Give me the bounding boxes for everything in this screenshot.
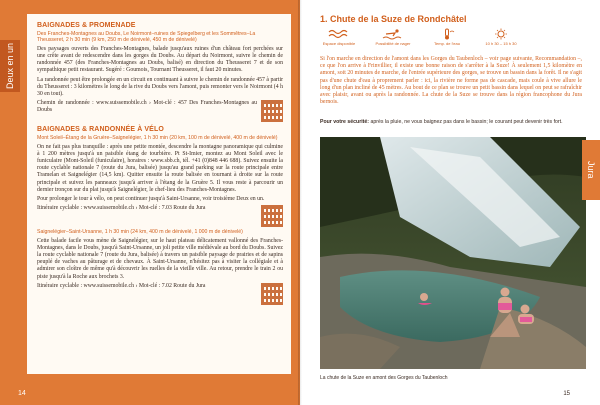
photo-caption: La chute de la Suze en amont des Gorges du Taubenloch <box>320 375 448 381</box>
intro-paragraph: Si l'on marche en direction de l'amont dans les Gorges du Taubenloch – voir page suivante, Recommandation –, ce que l'on arrive à Frinvillier, il existe une bonne raison de s'arrêter à la Suze! À seulement 1,5 kilomètre en amont, soit 20 minutes de marche, de l'entrée supérieure des gorges, se trouve un bassin dans la forêt. Il ne s'agit pas d'une chute d'eau à proprement parler : ici, la rivière ne forme pas de cascade, mais coule à vive allure le long d'un plan incliné de 45 mètres. Au bout de ce plan se trouve un petit bassin dans lequel on peut se rafraîchir avec plaisir, avant ou après la randonnée. La chute de la Suze se trouve dans la région francophone du Jura bernois. <box>320 56 582 106</box>
paragraph: Des paysages ouverts des Franches-Montagnes, balade jusqu'aux ruines d'un château fort perchées sur une crête avant de redescendre dans les gorges du Doubs. Au départ du Noirmont, suivre le chemin de randonnée 457 (des Franches-Montagnes au Doubs, balisé) en direction du Theusseret 7 et de son sympathique petit restaurant. Sugéré : Goumois, Tournant Theusseret, il faut 20 minutes. <box>37 45 283 74</box>
route-line: Saignelégier–Saint-Ursanne, 1 h 30 min (24 km, 400 m de dénivelé, 1 000 m de dénivelé) <box>37 229 243 236</box>
icon-caption: Temp. de l'eau <box>434 41 460 46</box>
paragraph: Cette balade facile vous mène de Saignelégier, sur le haut plateau délicatement vallonné des Franches-Montagnes, dans le Doubs, jusqu'à Saint-Ursanne, un joli petite ville médiévale au bord du Doubs. Suivez la route cyclable nationale 7 (route du Jura, balisée) à travers un paisible paysage de prairies et de sapins peuplé de vaches au pâturage et de chevaux. À Saint-Ursanne, n'hésitez pas à visiter la collégiale et à admirer son cloître de même qu'à découvrir les ruelles de la vieille ville. Au retour, prendre le train 2 ou piste jusqu'à la Roche aux brochets 3. <box>37 237 283 280</box>
qr-code-icon <box>261 283 283 305</box>
right-page <box>300 0 600 405</box>
qr-code-icon <box>261 205 283 227</box>
route-line: Des Franches-Montagnes au Doubs, Le Noirmont–ruines de Spiegelberg et les Sommêtres–La Theusseret, 2 h 30 min (9 km, 250 m de dénivelé, 450 m de dénivelé) <box>37 31 256 44</box>
waves-icon <box>328 28 350 40</box>
icon-caption: 10 h 30 – 15 h 30 <box>485 41 517 46</box>
cycling-link[interactable]: Itinéraire cyclable : www.suissemobile.ch › Mot-clé : 7.03 Route du Jura <box>37 205 206 212</box>
title-row <box>320 14 467 24</box>
icon-caption: Possibilité de nager <box>375 41 411 46</box>
page-title: 1. Chute de la Suze de Rondchâtel <box>320 14 467 24</box>
cycling-link[interactable]: Itinéraire cyclable : www.suissemobile.ch › Mot-clé : 7.02 Route du Jura <box>37 282 206 289</box>
sun-icon <box>490 28 512 40</box>
link-row <box>37 205 283 227</box>
icon-cell <box>428 28 466 46</box>
qr-code-icon <box>261 100 283 122</box>
hiking-link[interactable]: Chemin de randonnée : www.suissemobile.ch › Mot-clé : 457 Des Franches-Montagnes au Doubs <box>37 100 257 114</box>
paragraph: On ne fait pas plus tranquille : après une petite montée, descendre la montagne panoramique qui culmine à 1 200 mètres jusqu'à un paisible étang de tourbière. Pt St-Imier, montez au Mont Soleil avec le funiculaire (Mont-Soleil (funiculaire), horaires : www.sbb.ch, tél. +41 (0)848 446 688). Suivez ensuite la route cyclable nationale 7 (route du Jura, balisée) jusqu'au grand parking sur la route principale entre Tramelan et Saignelégier (14,5 km). Quitter ensuite la route balisée en tournant à droite sur la route principale et suivez les panneaux jusqu'à arriver à l'étang de la Gruère 5. Il vous reste à parcourir un dernier tronçon sur du plat jusqu'à Saignelégier, le chef-lieu des Franches-Montagnes. <box>37 143 283 193</box>
section-heading-baignades-velo: BAIGNADES & RANDONNÉE À VÉLO <box>37 126 164 134</box>
safety-text: après la pluie, ne vous baignez pas dans le bassin; le courant peut devenir très fort. <box>370 119 563 125</box>
right-side-tab <box>582 140 600 200</box>
left-side-tab-label: Deux en un <box>5 42 15 90</box>
page-number-right: 15 <box>563 391 570 397</box>
waterfall-photo-image <box>320 137 586 369</box>
route-line: Mont Soleil–Étang de la Gruère–Saignelégier, 1 h 30 min (20 km, 100 m de dénivelé, 400 m de dénivelé) <box>37 135 278 142</box>
icon-row <box>320 28 520 46</box>
safety-label: Pour votre sécurité: <box>320 119 370 125</box>
paragraph: Pour prolonger le tour à vélo, on peut continuer jusqu'à Saint-Ursanne, voir troisième Deux en un. <box>37 196 265 203</box>
link-row <box>37 100 283 122</box>
icon-cell <box>374 28 412 46</box>
right-side-tab-label: Jura <box>586 161 596 179</box>
page-number-left: 14 <box>18 390 26 397</box>
left-side-tab <box>0 40 20 92</box>
icon-cell <box>482 28 520 46</box>
swimmer-icon <box>382 28 404 40</box>
safety-note <box>320 119 582 125</box>
section-heading-baignades-promenade: BAIGNADES & PROMENADE <box>37 22 136 29</box>
book-spine <box>298 0 302 405</box>
left-content-box <box>27 14 291 374</box>
icon-cell <box>320 28 358 46</box>
paragraph: La randonnée peut être prolongée en un circuit en continuant à suivre le chemin de randonnée 457 à partir du Theusseret : 3 kilomètres le long de la rive du Doubs vers l'amont, puis remonter vers le Noirmont (4 h 30 en tout). <box>37 76 283 98</box>
link-row <box>37 283 283 305</box>
waterfall-photo <box>320 137 586 369</box>
thermometer-icon <box>436 28 458 40</box>
icon-caption: Espace disponible <box>322 41 356 46</box>
